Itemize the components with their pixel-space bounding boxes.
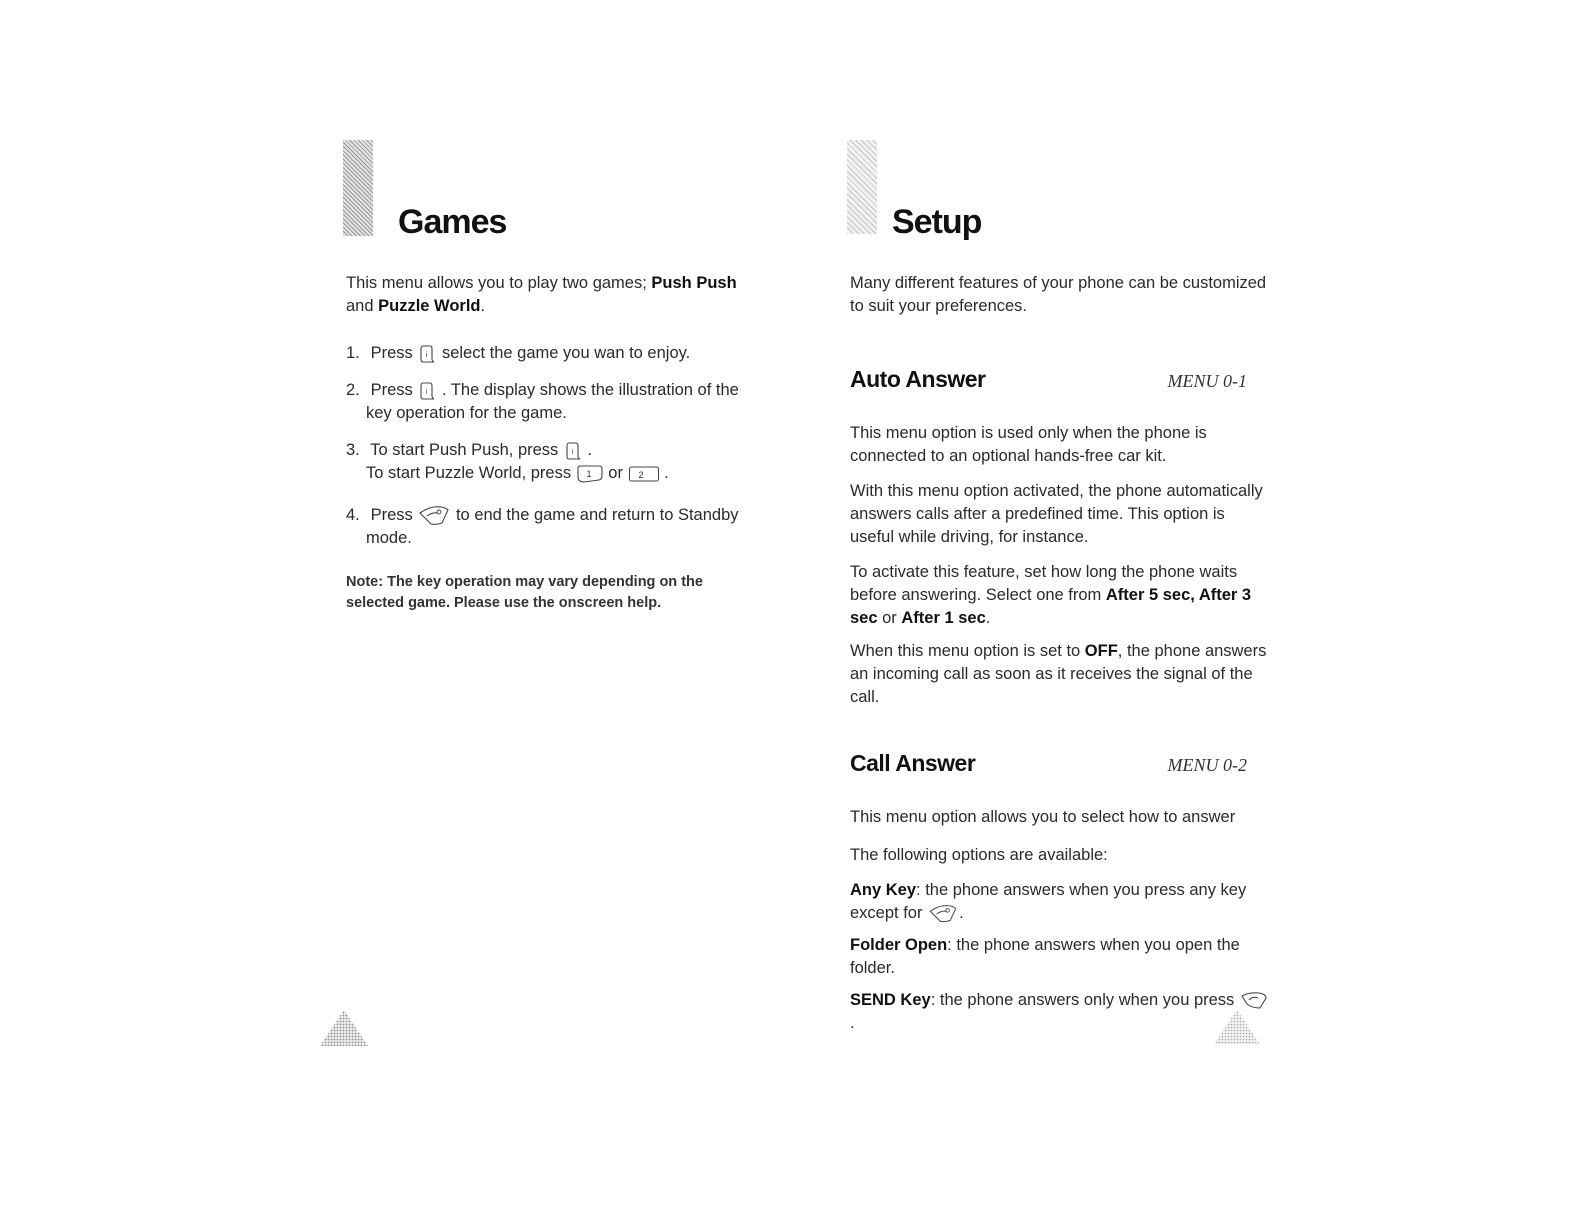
games-intro: This menu allows you to play two games; Push Push and Puzzle World. [346,274,737,315]
call-answer-para-2: The following options are available: [850,846,1108,864]
menu-key-icon [563,441,583,461]
auto-answer-para-2: With this menu option activated, the phone automatically answers calls after a predefined time. This option is useful while driving, for instance. [850,482,1263,546]
menu-key-icon [417,381,437,401]
key-1-icon [576,465,604,483]
svg-text:i: i [426,351,428,359]
svg-text:i: i [571,448,574,456]
call-answer-heading: Call Answer [850,750,976,776]
step-3: 3. To start Push Push, press i . To start Puzzle World, press 1 or 2 . [346,441,669,482]
option-send-key: SEND Key: the phone answers only when you press . [850,989,1270,1035]
section-tab-marker [343,140,373,236]
auto-answer-para-4: When this menu option is set to OFF, the phone answers an incoming call as soon as it receives the signal of the call. [850,642,1267,706]
auto-answer-para-1: This menu option is used only when the phone is connected to an optional hands-free car kit. [850,424,1207,465]
games-steps [346,342,746,562]
option-any-key: Any Key: the phone answers when you press any key except for . [850,881,1247,922]
setup-intro: Many different features of your phone can be customized to suit your preferences. [850,274,1267,315]
page-title: Games [398,203,507,241]
svg-text:1: 1 [586,468,592,479]
page-title: Setup [892,203,982,241]
auto-answer-heading: Auto Answer [850,366,986,392]
call-answer-para-1: This menu option allows you to select how to answer [850,808,1236,826]
auto-answer-menu-ref: MENU 0-1 [1167,371,1247,391]
svg-text:i: i [426,388,428,396]
section-tab-marker [847,140,877,234]
page-number-triangle-icon [318,1008,370,1048]
step-4: 4. Press to end the game and return to Standby mode. [346,506,739,547]
menu-key-icon [417,344,437,364]
auto-answer-para-3: To activate this feature, set how long the phone waits before answering. Select one from After 5 sec, After 3 sec or After 1 sec. [850,563,1252,627]
step-1: 1. Press i select the game you wan to enjoy. [346,344,691,362]
end-key-icon [417,505,451,527]
end-key-icon [927,904,959,924]
call-answer-menu-ref: MENU 0-2 [1167,755,1247,775]
option-folder-open: Folder Open: the phone answers when you open the folder. [850,936,1240,977]
page-number-triangle-icon [1212,1008,1262,1046]
step-2: 2. Press i . The display shows the illustration of the key operation for the game. [346,381,739,422]
svg-text:2: 2 [638,469,644,480]
key-2-icon [628,465,660,483]
games-note: Note: The key operation may vary depending on the selected game. Please use the onscreen help. [346,574,703,611]
right-page [792,0,1584,1224]
